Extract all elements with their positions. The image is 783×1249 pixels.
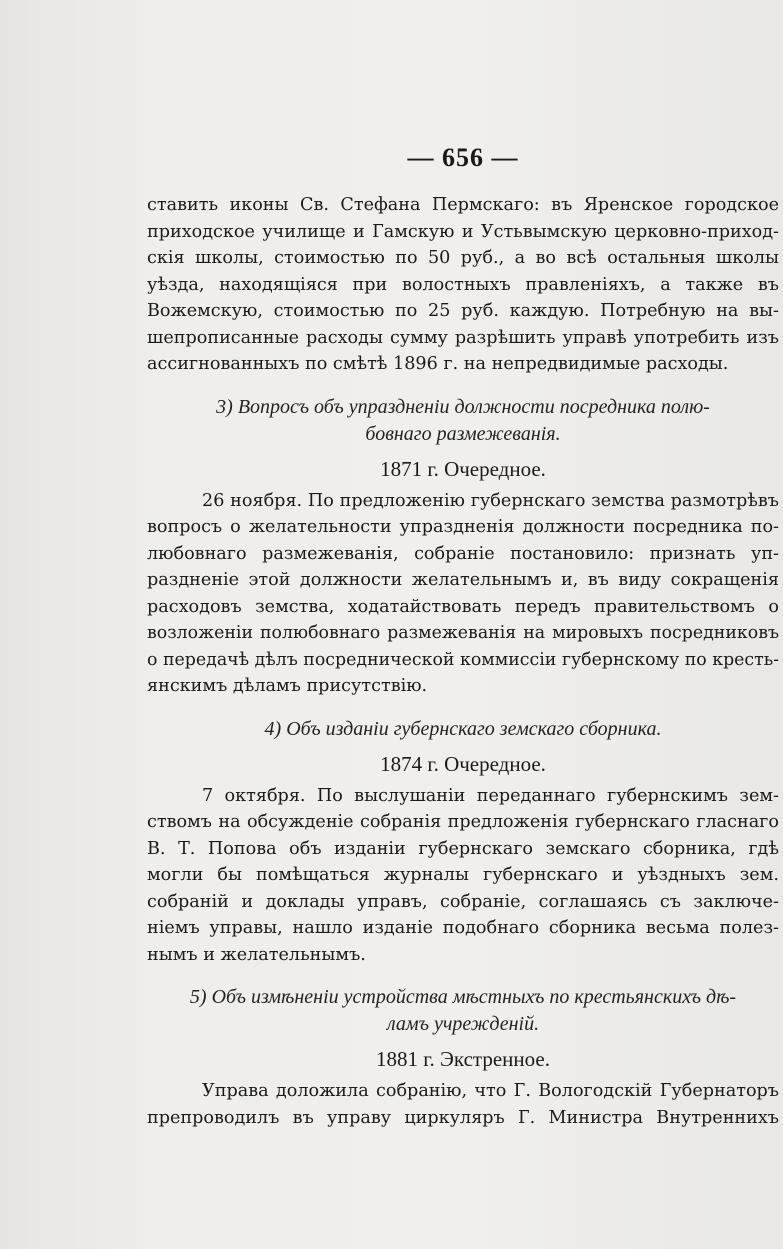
heading-line: ламъ учрежденій. — [386, 1013, 540, 1035]
text-line: скія школы, стоимостью по 50 руб., а во всѣ остальныя школы — [147, 248, 779, 268]
text-line: В. Т. Попова объ изданіи губернскаго земскаго сборника, гдѣ — [147, 838, 779, 859]
text-line: ствомъ на обсужденіе собранія предложенія губернскаго гласнаго — [147, 812, 779, 832]
text-line: возложеніи полюбовнаго размежеванія на мировыхъ посредниковъ — [147, 623, 779, 643]
text-line: приходское училище и Гамскую и Устьвымскую церковно-приход- — [147, 221, 779, 242]
heading-line: бовнаго размежеванія. — [365, 422, 561, 445]
text-line: могли бы помѣщаться журналы губернскаго и уѣздныхъ зем. — [147, 865, 779, 885]
session-title-1881: 1881 г. Экстренное. — [376, 1047, 550, 1071]
page-text — [147, 130, 779, 1131]
text-line: Управа доложила собранію, что Г. Вологодскій Губернаторъ — [202, 1081, 779, 1101]
heading-line: 4) Объ изданіи губернскаго земскаго сборника. — [264, 717, 662, 740]
paragraph-icons — [147, 192, 779, 378]
text-line: ассигнованныхъ по смѣтѣ 1896 г. на непредвидимые расходы. — [147, 354, 729, 374]
text-line: Вожемскую, стоимостью по 25 руб. каждую. Потребную на вы- — [147, 301, 779, 321]
text-line: нымъ и желательнымъ. — [147, 944, 366, 965]
text-line: собраній и доклады управъ, собраніе, соглашаясь съ заключе- — [147, 891, 779, 912]
page-number: — 656 — — [407, 143, 519, 172]
text-line: расходовъ земства, ходатайствовать передъ правительствомъ о — [147, 596, 779, 617]
section-heading-5 — [147, 984, 779, 1038]
session-title-1874: 1874 г. Очередное. — [380, 751, 546, 776]
text-line: шепрописанные расходы сумму разрѣшить управѣ употребить изъ — [147, 327, 779, 348]
section-heading-4 — [147, 716, 779, 743]
text-line: уѣзда, находящіяся при волостныхъ правленіяхъ, а также въ — [147, 274, 779, 295]
text-line: 7 октября. По выслушаніи переданнаго губернскимъ зем- — [202, 785, 779, 806]
text-line: о передачѣ дѣлъ посреднической коммиссіи губернскому по кресть- — [147, 649, 780, 670]
text-line: вопросъ о желательности упраздненія должности посредника по- — [147, 517, 779, 537]
heading-line: 3) Вопросъ объ упраздненіи должности посредника полю- — [216, 395, 710, 418]
paragraph-governor — [147, 1078, 779, 1131]
text-line: раздненіе этой должности желательнымъ и, въ виду сокращенія — [147, 570, 779, 590]
text-line: 26 ноября. По предложенію губернскаго земства размотрѣвъ — [202, 490, 779, 511]
text-line: янскимъ дѣламъ присутствію. — [147, 676, 428, 696]
text-line: ніемъ управы, нашло изданіе подобнаго сборника весьма полез- — [147, 918, 779, 938]
text-line: любовнаго размежеванія, собраніе постановило: признать уп- — [147, 543, 779, 564]
section-heading-3 — [147, 394, 779, 448]
text-line: препроводилъ въ управу циркуляръ Г. Министра Внутреннихъ — [147, 1107, 779, 1128]
text-line: ставить иконы Св. Стефана Пермскаго: въ Яренское городское — [147, 195, 779, 215]
paragraph-collection — [147, 783, 779, 969]
heading-line: 5) Объ измѣненіи устройства мѣстныхъ по крестьянскихъ дѣ- — [189, 986, 737, 1008]
session-title-1871: 1871 г. Очередное. — [380, 456, 546, 481]
paragraph-mediator — [147, 488, 779, 700]
